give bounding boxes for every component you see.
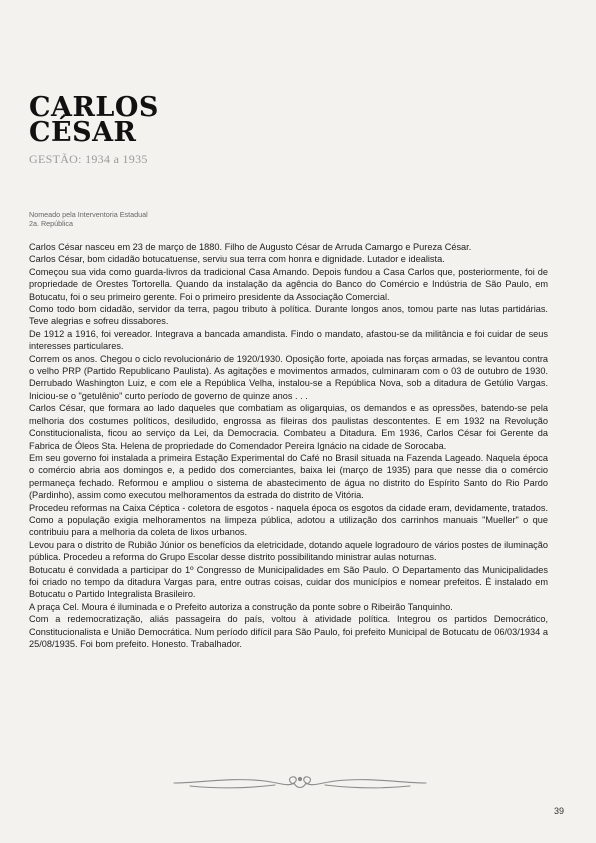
page-number: 39 bbox=[553, 806, 564, 816]
paragraph: A praça Cel. Moura é iluminada e o Prefeito autoriza a construção da ponte sobre o Ribeirão Tanquinho. bbox=[29, 601, 453, 612]
term-subtitle: GESTÃO: 1934 a 1935 bbox=[29, 152, 148, 166]
scroll-ornament-icon bbox=[170, 771, 430, 795]
biography-body bbox=[29, 241, 548, 650]
title-last-name: CÉSAR bbox=[29, 117, 137, 148]
paragraph: Em seu governo foi instalada a primeira Estação Experimental do Café no Brasil situada na Fazenda Lageado. Naquela época o comércio abria aos domingos e, a pedido dos comerciantes, baixa lei (março de 1935) para que nesse dia o comércio permaneça fechado. Reformou e ampliou o sistema de abastecimento de água no distrito do Espírito Santo do Rio Pardo (Pardinho), assim como executou melhoramentos da estrada do distrito de Vitória. bbox=[29, 452, 548, 501]
meta-republic: 2a. República bbox=[29, 219, 73, 228]
paragraph: Botucatu é convidada a participar do 1º Congresso de Municipalidades em São Paulo. O Departamento das Municipalidades foi criado no tempo da ditadura Vargas para, entre outras coisas, cuidar dos municípios e nomear prefeitos. É instalado em Botucatu o Partido Integralista Brasileiro. bbox=[29, 564, 548, 600]
paragraph: Começou sua vida como guarda-livros da tradicional Casa Amando. Depois fundou a Casa Carlos que, posteriormente, foi de propriedade de Orestes Tortorella. Quando da instalação da agência do Banco do Comércio e Indústria de São Paulo, em Botucatu, foi o seu primeiro gerente. Foi o primeiro presidente da Associação Comercial. bbox=[29, 266, 548, 302]
paragraph: Carlos César, que formara ao lado daqueles que combatiam as oligarquias, os demandos e as opressões, batendo-se pela melhoria dos costumes políticos, desiludido, engrossa as fileiras dos paulistas descontentes. E em 1932 na Revolução Constitucionalista, ficou ao serviço da Lei, da Democracia. Combateu a Ditadura. Em 1936, Carlos César foi Gerente da Fabrica de Óleos Sta. Helena de propriedade do Comendador Pereira Ignácio na cidade de Sorocaba. bbox=[29, 403, 548, 451]
paragraph: Carlos César, bom cidadão botucatuense, serviu sua terra com honra e dignidade. Lutador e idealista. bbox=[29, 254, 445, 265]
paragraph: Correm os anos. Chegou o ciclo revolucionário de 1920/1930. Oposição forte, apoiada nas forças armadas, se levantou contra o velho PRP (Partido Republicano Paulista). As agitações e movimentos armados, culminaram com o 03 de outubro de 1930. Derrubado Washington Luiz, e com ele a República Velha, instalou-se a República Nova, sob a ditadura de Getúlio Vargas. Iniciou-se o "getulênio" curto período de governo de quinze anos . . . bbox=[29, 353, 548, 401]
appointment-meta bbox=[29, 210, 148, 228]
paragraph: Carlos César nasceu em 23 de março de 1880. Filho de Augusto César de Arruda Camargo e Pureza César. bbox=[29, 242, 472, 252]
meta-appointment: Nomeado pela Interventoria Estadual bbox=[29, 210, 148, 219]
paragraph: Com a redemocratização, aliás passageira do país, voltou à atividade política. Integrou os partidos Democrático, Constitucionalista e União Democrática. Num período difícil para São Paulo, foi prefeito Municipal de Botucatu de 06/03/1934 a 25/08/1935. Foi bom prefeito. Honesto. Trabalhador. bbox=[29, 614, 548, 649]
paragraph: Como todo bom cidadão, servidor da terra, pagou tributo à política. Durante longos anos, tomou parte nas lutas partidárias. Teve alegrias e sofreu dissabores. bbox=[29, 304, 548, 327]
title-first-name: CARLOS bbox=[29, 92, 159, 123]
paragraph: De 1912 a 1916, foi vereador. Integrava a bancada amandista. Findo o mandato, afastou-se da militância e foi cuidar de seus interesses particulares. bbox=[29, 328, 548, 352]
paragraph: Levou para o distrito de Rubião Júnior os benefícios da eletricidade, dotando aquele logradouro de vários postes de iluminação pública. Procedeu a reforma do Grupo Escolar desse distrito possibilitando ministrar aulas noturnas. bbox=[29, 539, 548, 563]
page-title bbox=[29, 92, 159, 148]
paragraph: Procedeu reformas na Caixa Céptica - coletora de esgotos - naquela época os esgotos da cidade eram, devidamente, tratados. Como a população exigia melhoramentos na limpeza pública, adotou a utilização dos carrinhos manuais "Mueller" o que contribuiu para a melhoria da coleta de lixos urbanos. bbox=[29, 502, 548, 538]
